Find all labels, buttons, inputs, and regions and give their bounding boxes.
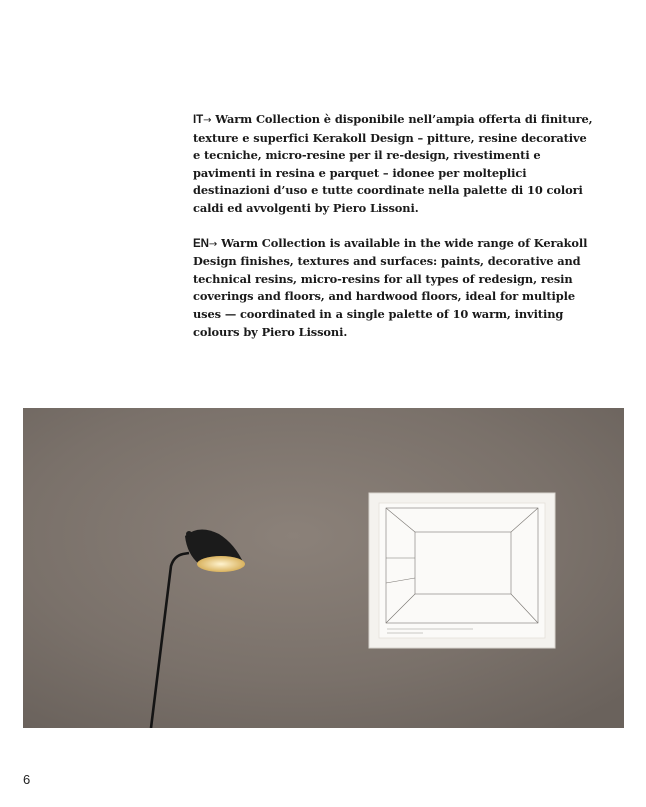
lamp-knob	[186, 531, 192, 537]
framed-artwork	[369, 493, 555, 648]
lamp-light	[197, 556, 245, 572]
page-number: 6	[23, 772, 31, 787]
photo-illustration	[23, 408, 624, 728]
interior-photo	[23, 408, 624, 728]
italian-paragraph	[193, 111, 593, 218]
english-paragraph	[193, 235, 593, 342]
lang-label-it: IT	[193, 113, 204, 126]
frame-mat	[379, 503, 545, 638]
lang-label-en: EN	[193, 236, 209, 250]
arrow-icon: →	[208, 238, 218, 250]
italian-text: Warm Collection è disponibile nell’ampia offerta di finiture, texture e superfici Kerakoll Design – pitture, resine decorative e tecniche, micro-resine per il re-design, rivestimenti e pavimenti in resina e parquet – idonee per molteplici destinazioni d’uso e tutte coordinate nella palette di 10 colori caldi ed avvolgenti by Piero Lissoni.	[193, 112, 593, 215]
arrow-icon: →	[203, 115, 212, 126]
text-block	[193, 111, 593, 358]
english-text: Warm Collection is available in the wide range of Kerakoll Design finishes, textures and surfaces: paints, decorative and technical resins, micro-resins for all types of redesign, resin coverings and floors, and hardwood floors, ideal for multiple uses — coordinated in a single palette of 10 warm, inviting colours by Piero Lissoni.	[193, 235, 588, 339]
